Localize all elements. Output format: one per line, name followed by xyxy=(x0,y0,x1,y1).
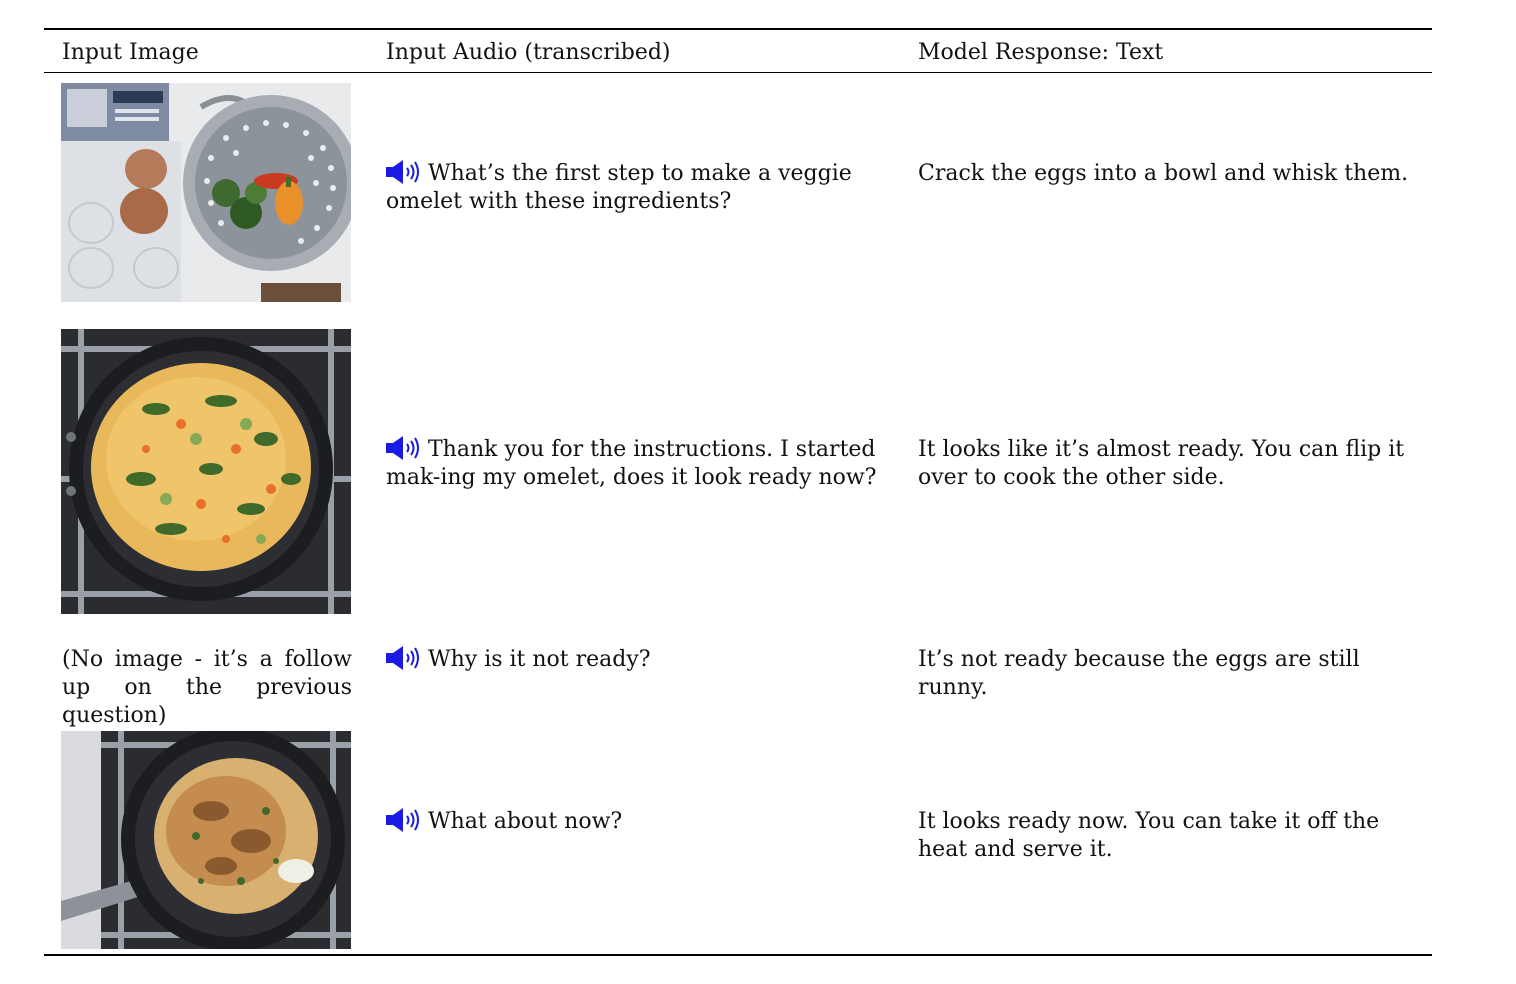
row-3-question-text: Why is it not ready? xyxy=(428,647,651,672)
row-4-answer: It looks ready now. You can take it off the heat and serve it. xyxy=(918,809,1380,862)
table-bottom-rule xyxy=(44,954,1432,956)
row-3-question xyxy=(386,646,886,674)
omelet-cooking-photo xyxy=(61,329,351,614)
table-top-rule xyxy=(44,28,1432,30)
row-1-question xyxy=(386,160,886,216)
omelet-done-photo xyxy=(61,731,351,949)
row-2-question xyxy=(386,436,886,492)
ingredients-photo xyxy=(61,83,351,302)
header-model-response: Model Response: Text xyxy=(918,40,1164,65)
row-1-answer: Crack the eggs into a bowl and whisk them. xyxy=(918,161,1409,186)
row-1-question-text: What’s the first step to make a veggie omelet with these ingredients? xyxy=(386,161,852,214)
table-header-rule xyxy=(44,72,1432,73)
speaker-icon[interactable] xyxy=(386,646,420,670)
speaker-icon[interactable] xyxy=(386,436,420,460)
row-3-image-note: (No image - it’s a follow up on the previous question) xyxy=(62,647,352,728)
row-4-question-text: What about now? xyxy=(428,809,623,834)
row-3-answer: It’s not ready because the eggs are still runny. xyxy=(918,647,1360,700)
row-2-question-text: Thank you for the instructions. I started mak-ing my omelet, does it look ready now? xyxy=(386,437,877,490)
row-4-question xyxy=(386,808,886,836)
speaker-icon[interactable] xyxy=(386,160,420,184)
row-2-answer: It looks like it’s almost ready. You can flip it over to cook the other side. xyxy=(918,437,1405,490)
speaker-icon[interactable] xyxy=(386,808,420,832)
header-input-audio: Input Audio (transcribed) xyxy=(386,40,671,65)
header-input-image: Input Image xyxy=(62,40,199,65)
